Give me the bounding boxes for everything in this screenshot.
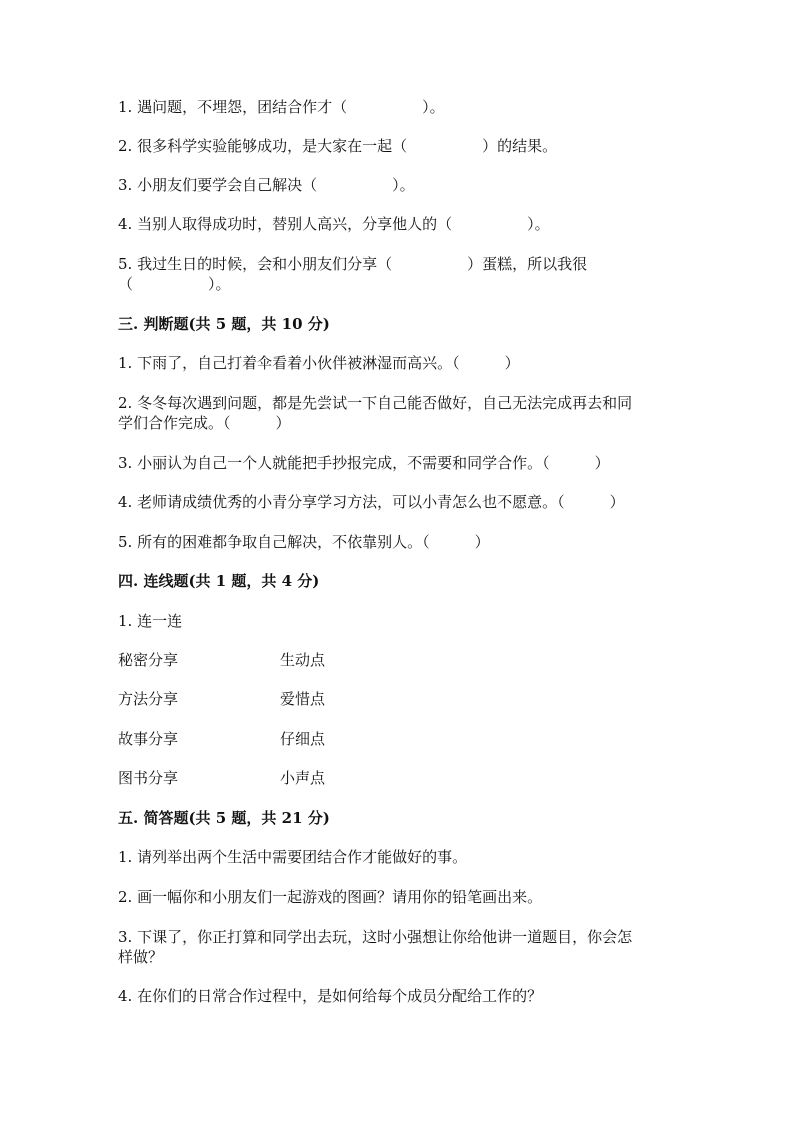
matching-right-item: 仔细点 bbox=[280, 730, 326, 748]
matching-left-item: 方法分享 bbox=[118, 690, 179, 708]
fill-in-question-3: 3. 小朋友们要学会自己解决（ ）。 bbox=[118, 176, 415, 194]
short-answer-question-3: 3. 下课了，你正打算和同学出去玩，这时小强想让你给他讲一道题目，你会怎 bbox=[118, 928, 633, 946]
matching-right-item: 小声点 bbox=[280, 769, 326, 787]
judge-question-4: 4. 老师请成绩优秀的小青分享学习方法，可以小青怎么也不愿意。（ ） bbox=[118, 493, 625, 511]
judge-question-2: 2. 冬冬每次遇到问题，都是先尝试一下自己能否做好，自己无法完成再去和同 bbox=[118, 394, 633, 412]
short-answer-question-2: 2. 画一幅你和小朋友们一起游戏的图画？请用你的铅笔画出来。 bbox=[118, 888, 543, 906]
section-4-title: 四. 连线题(共 1 题，共 4 分) bbox=[118, 572, 320, 590]
matching-left-item: 秘密分享 bbox=[118, 651, 179, 669]
judge-question-3: 3. 小丽认为自己一个人就能把手抄报完成，不需要和同学合作。（ ） bbox=[118, 454, 610, 472]
matching-right-item: 生动点 bbox=[280, 651, 326, 669]
matching-right-item: 爱惜点 bbox=[280, 690, 326, 708]
judge-question-2-cont: 学们合作完成。（ ） bbox=[118, 414, 291, 432]
section-3-title: 三. 判断题(共 5 题，共 10 分) bbox=[118, 315, 330, 333]
short-answer-question-4: 4. 在你们的日常合作过程中，是如何给每个成员分配给工作的？ bbox=[118, 987, 543, 1005]
fill-in-question-5: 5. 我过生日的时候，会和小朋友们分享（ ）蛋糕，所以我很 bbox=[118, 255, 588, 273]
fill-in-question-1: 1. 遇问题，不埋怨，团结合作才（ ）。 bbox=[118, 98, 445, 116]
matching-left-item: 图书分享 bbox=[118, 769, 179, 787]
short-answer-question-1: 1. 请列举出两个生活中需要团结合作才能做好的事。 bbox=[118, 848, 468, 866]
judge-question-1: 1. 下雨了，自己打着伞看着小伙伴被淋湿而高兴。（ ） bbox=[118, 354, 520, 372]
short-answer-question-3-cont: 样做？ bbox=[118, 948, 164, 966]
judge-question-5: 5. 所有的困难都争取自己解决，不依靠别人。（ ） bbox=[118, 533, 490, 551]
fill-in-question-2: 2. 很多科学实验能够成功，是大家在一起（ ）的结果。 bbox=[118, 137, 558, 155]
matching-left-item: 故事分享 bbox=[118, 730, 179, 748]
section-5-title: 五. 简答题(共 5 题，共 21 分) bbox=[118, 809, 330, 827]
fill-in-question-4: 4. 当别人取得成功时，替别人高兴，分享他人的（ ）。 bbox=[118, 215, 550, 233]
matching-prompt: 1. 连一连 bbox=[118, 612, 183, 630]
fill-in-question-5-cont: （ ）。 bbox=[118, 275, 231, 293]
